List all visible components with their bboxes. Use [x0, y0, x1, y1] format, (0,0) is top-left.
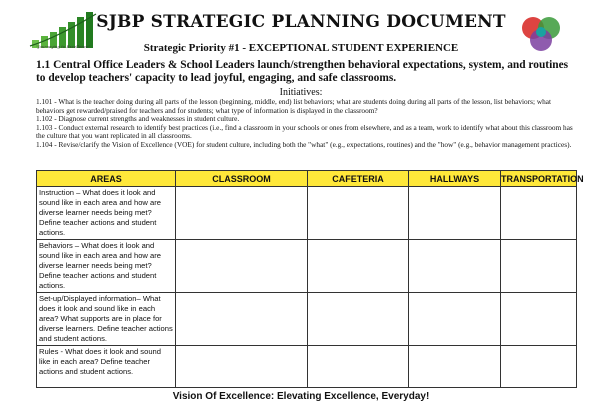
cell-transportation[interactable] — [501, 293, 577, 346]
table-row — [37, 293, 577, 346]
table-row — [37, 187, 577, 240]
strategic-priority-subtitle: Strategic Priority #1 - EXCEPTIONAL STUDENT EXPERIENCE — [143, 42, 459, 54]
initiative-item: 1.104 - Revise/clarify the Vision of Excellence (VOE) for student culture, including both the "what" (e.g., expectations, routines) and the "how" (e.g., behavior management practices). — [36, 139, 572, 149]
header-hallways: HALLWAYS — [409, 171, 501, 187]
cell-classroom[interactable] — [176, 293, 308, 346]
table-row — [37, 240, 577, 293]
table-row — [37, 346, 577, 388]
cell-hallways[interactable] — [409, 293, 501, 346]
header-classroom: CLASSROOM — [176, 171, 308, 187]
header-transportation: TRANSPORTATION — [501, 171, 577, 187]
cell-hallways[interactable] — [409, 346, 501, 388]
cell-classroom[interactable] — [176, 240, 308, 293]
initiative-item: 1.102 - Diagnose current strengths and weaknesses in student culture. — [36, 114, 240, 124]
cell-cafeteria[interactable] — [308, 346, 409, 388]
cell-classroom[interactable] — [176, 346, 308, 388]
initiatives-title: Initiatives: — [279, 87, 323, 98]
area-rules: Rules - What does it look and sound like in each area? Define teacher actions and student actions. — [37, 346, 176, 388]
planning-table — [36, 170, 584, 388]
cell-hallways[interactable] — [409, 240, 501, 293]
logo-tagline: "Journeying to Excellence" — [36, 44, 91, 49]
vision-footer: Vision Of Excellence: Elevating Excellence, Everyday! — [172, 391, 430, 402]
header-cafeteria: CAFETERIA — [308, 171, 409, 187]
cell-cafeteria[interactable] — [308, 240, 409, 293]
cell-transportation[interactable] — [501, 346, 577, 388]
header-areas: AREAS — [37, 171, 176, 187]
document-title: SJBP STRATEGIC PLANNING DOCUMENT — [96, 12, 506, 32]
area-behaviors: Behaviors – What does it look and sound like in each area and how are diverse learner needs being met? Define teacher actions and student actions. — [37, 240, 176, 293]
cell-transportation[interactable] — [501, 187, 577, 240]
area-setup-displayed-information: Set-up/Displayed information– What does it look and sound like in each area? What supports are in place for diverse learners. Define teacher actions and student actions. — [37, 293, 176, 346]
initiative-item: 1.101 - What is the teacher doing during all parts of the lesson (beginning, middle, end) list behaviors; what are students doing during all parts of the lesson, list behaviors; what behaviors get rewarded/praised for teachers and for students; what type of information is displayed in the classroom? — [36, 97, 552, 115]
cell-transportation[interactable] — [501, 240, 577, 293]
area-instruction: Instruction – What does it look and sound like in each area and how are diverse learner needs being met? Define teacher actions and student actions. — [37, 187, 176, 240]
table-header-row — [37, 171, 577, 187]
initiative-item: 1.103 - Conduct external research to identify best practices (i.e., find a classroom in your schools or ones from elsewhere, and as a team, work to identify what about this classroom has the culture that you want replicated in all classrooms. — [36, 122, 573, 141]
cell-cafeteria[interactable] — [308, 187, 409, 240]
initiatives-list — [36, 98, 576, 150]
goal-heading: 1.1 Central Office Leaders & School Leaders launch/strengthen behavioral expectations, system, and routines to develop teachers' capacity to lead joyful, engaging, and safe classrooms. — [36, 59, 569, 84]
cell-classroom[interactable] — [176, 187, 308, 240]
cell-hallways[interactable] — [409, 187, 501, 240]
cell-cafeteria[interactable] — [308, 293, 409, 346]
